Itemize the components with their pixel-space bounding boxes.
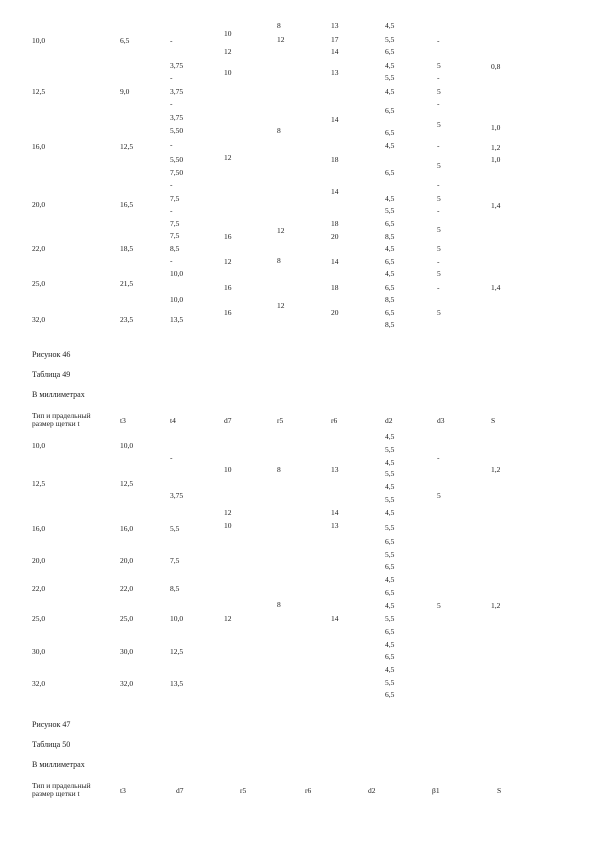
table-cell: 21,5 [120,279,134,288]
table-cell: 5,5 [385,206,395,215]
table-cell: 3,75 [170,61,184,70]
table-cell: 3,75 [170,113,184,122]
table-cell: 12 [224,508,232,517]
table-cell: 12 [277,226,285,235]
table-cell: 4,5 [385,665,395,674]
table-cell: 4,5 [385,575,395,584]
table-cell: 5 [437,225,441,234]
table-cell: 13,5 [170,315,184,324]
table-cell: 8 [277,126,281,135]
table-cell: 5,5 [385,495,395,504]
table-cell: 16,0 [120,524,134,533]
table-cell: 3,75 [170,491,184,500]
column-header-d2: d2 [385,416,393,425]
column-header-t4: t4 [170,416,176,425]
table-cell: 13 [331,521,339,530]
table-cell: 20,0 [120,556,134,565]
table-cell: 1,0 [491,155,501,164]
table-cell: 14 [331,115,339,124]
table-cell: 30,0 [32,647,46,656]
table-cell: 7,5 [170,219,180,228]
table-cell: 9,0 [120,87,130,96]
table-cell: 5,50 [170,155,184,164]
table-cell: 8 [277,600,281,609]
table-cell: 12,5 [170,647,184,656]
table-cell: 8,5 [385,232,395,241]
table-cell: 10 [224,465,232,474]
table-cell: 12 [224,614,232,623]
table-cell: - [170,206,173,215]
table-cell: 10,0 [32,441,46,450]
table-cell: 25,0 [32,279,46,288]
table-cell: - [170,180,173,189]
table-cell: 18 [331,283,339,292]
table-title: Таблица 50 [32,740,71,749]
table-cell: 6,5 [385,257,395,266]
column-header-nominal-line2: размер щетки t [32,789,80,798]
table-cell: - [170,36,173,45]
table-cell: 0,8 [491,62,501,71]
table-cell: 5,5 [170,524,180,533]
table-cell: 10,0 [170,269,184,278]
column-header-b1: β1 [432,786,440,795]
table-cell: 14 [331,508,339,517]
table-title: Таблица 49 [32,370,71,379]
table-cell: 6,5 [385,588,395,597]
table-cell: - [437,283,440,292]
table-cell: 3,75 [170,87,184,96]
table-cell: - [170,99,173,108]
table-cell: 25,0 [120,614,134,623]
table-cell: 4,5 [385,640,395,649]
table-cell: 22,0 [32,244,46,253]
table-cell: 12 [224,257,232,266]
table-cell: 6,5 [385,47,395,56]
table-cell: 8 [277,21,281,30]
table-cell: 6,5 [385,652,395,661]
table-cell: 13 [331,465,339,474]
table-cell: 5,5 [385,523,395,532]
table-cell: 4,5 [385,194,395,203]
table-cell: 12,5 [32,87,46,96]
table-cell: 20 [331,308,339,317]
table-cell: 6,5 [385,537,395,546]
table-cell: 5 [437,161,441,170]
table-cell: 8,5 [385,320,395,329]
column-header-d2: d2 [368,786,376,795]
table-cell: 32,0 [32,315,46,324]
table-cell: 5,5 [385,550,395,559]
table-cell: 6,5 [385,627,395,636]
table-cell: 5 [437,87,441,96]
table-cell: 14 [331,187,339,196]
table-cell: 16 [224,283,232,292]
table-cell: 10,0 [32,36,46,45]
table-cell: 14 [331,257,339,266]
table-cell: 25,0 [32,614,46,623]
table-cell: 14 [331,47,339,56]
table-cell: 6,5 [385,168,395,177]
table-cell: 12 [277,301,285,310]
table-cell: 5 [437,269,441,278]
table-cell: 1,4 [491,283,501,292]
table-cell: - [437,257,440,266]
figure-caption: Рисунок 47 [32,720,71,729]
table-cell: 30,0 [120,647,134,656]
column-header-r6: r6 [331,416,338,425]
table-cell: 12,5 [120,142,134,151]
table-cell: 6,5 [385,283,395,292]
table-cell: 12 [277,35,285,44]
table-cell: 8,5 [170,584,180,593]
table-cell: 10 [224,29,232,38]
table-cell: 1,2 [491,143,501,152]
table-cell: 8 [277,256,281,265]
figure-caption: Рисунок 46 [32,350,71,359]
table-cell: 12,5 [120,479,134,488]
table-cell: - [437,36,440,45]
table-cell: 4,5 [385,61,395,70]
table-cell: 10,0 [120,441,134,450]
table-cell: 20 [331,232,339,241]
table-cell: 7,5 [170,556,180,565]
table-cell: 16 [224,232,232,241]
table-cell: 10 [224,68,232,77]
table-cell: 5 [437,194,441,203]
table-cell: - [437,99,440,108]
table-cell: 1,2 [491,601,501,610]
table-cell: - [170,140,173,149]
table-cell: 4,5 [385,21,395,30]
table-cell: 6,5 [385,690,395,699]
table-cell: 5 [437,61,441,70]
column-header-r5: r5 [277,416,284,425]
table-cell: 1,2 [491,465,501,474]
table-cell: 5 [437,601,441,610]
table-cell: 5,5 [385,35,395,44]
table-cell: - [437,73,440,82]
table-cell: 18,5 [120,244,134,253]
table-cell: 4,5 [385,601,395,610]
table-cell: 4,5 [385,432,395,441]
table-cell: 10,0 [170,295,184,304]
table-cell: 22,0 [120,584,134,593]
table-cell: 5,5 [385,445,395,454]
table-cell: 8,5 [385,295,395,304]
table-cell: - [437,141,440,150]
table-cell: 5,5 [385,73,395,82]
table-cell: 16 [224,308,232,317]
table-cell: - [437,180,440,189]
table-cell: 4,5 [385,87,395,96]
column-header-nominal: Тип и прадельный [32,781,91,790]
table-cell: 4,5 [385,458,395,467]
table-cell: 7,5 [170,194,180,203]
table-cell: 6,5 [385,106,395,115]
table-cell: 12 [224,153,232,162]
table-cell: 12,5 [32,479,46,488]
table-cell: 4,5 [385,269,395,278]
table-cell: 18 [331,155,339,164]
table-cell: - [170,256,173,265]
table-cell: - [170,73,173,82]
table-cell: 5,50 [170,126,184,135]
table-cell: 12 [224,47,232,56]
table-cell: 5 [437,244,441,253]
table-cell: 20,0 [32,556,46,565]
table-cell: 6,5 [385,562,395,571]
column-header-nominal: Тип и прадельный [32,411,91,420]
table-cell: 8 [277,465,281,474]
units-note: В миллиметрах [32,390,85,399]
table-cell: 13,5 [170,679,184,688]
table-cell: 32,0 [32,679,46,688]
table-cell: 16,0 [32,524,46,533]
table-cell: 16,5 [120,200,134,209]
table-cell: 5 [437,491,441,500]
table-cell: 13 [331,68,339,77]
column-header-nominal-line2: размер щетки t [32,419,80,428]
column-header-d3: d3 [437,416,445,425]
table-cell: 5 [437,308,441,317]
table-cell: 4,5 [385,244,395,253]
column-header-t3: t3 [120,786,126,795]
column-header-t3: t3 [120,416,126,425]
table-cell: 5,5 [385,469,395,478]
units-note: В миллиметрах [32,760,85,769]
table-cell: 4,5 [385,508,395,517]
table-cell: 6,5 [385,219,395,228]
table-cell: 8,5 [170,244,180,253]
table-cell: 22,0 [32,584,46,593]
column-header-s: S [491,416,496,425]
column-header-r6: r6 [305,786,312,795]
table-cell: 7,50 [170,168,184,177]
table-cell: 13 [331,21,339,30]
table-cell: 5 [437,120,441,129]
table-cell: 14 [331,614,339,623]
table-cell: 4,5 [385,482,395,491]
column-header-s: S [497,786,502,795]
table-cell: 6,5 [385,308,395,317]
column-header-d7: d7 [176,786,184,795]
table-cell: - [170,453,173,462]
table-cell: 5,5 [385,614,395,623]
table-cell: 6,5 [385,128,395,137]
table-cell: 17 [331,35,339,44]
table-cell: 18 [331,219,339,228]
table-cell: 10,0 [170,614,184,623]
table-cell: 23,5 [120,315,134,324]
table-cell: 1,4 [491,201,501,210]
table-cell: 20,0 [32,200,46,209]
table-cell: 32,0 [120,679,134,688]
table-cell: 1,0 [491,123,501,132]
table-cell: 7,5 [170,231,180,240]
table-cell: 4,5 [385,141,395,150]
table-cell: 6,5 [120,36,130,45]
table-cell: - [437,206,440,215]
table-cell: - [437,453,440,462]
column-header-d7: d7 [224,416,232,425]
table-cell: 16,0 [32,142,46,151]
column-header-r5: r5 [240,786,247,795]
table-cell: 5,5 [385,678,395,687]
table-cell: 10 [224,521,232,530]
